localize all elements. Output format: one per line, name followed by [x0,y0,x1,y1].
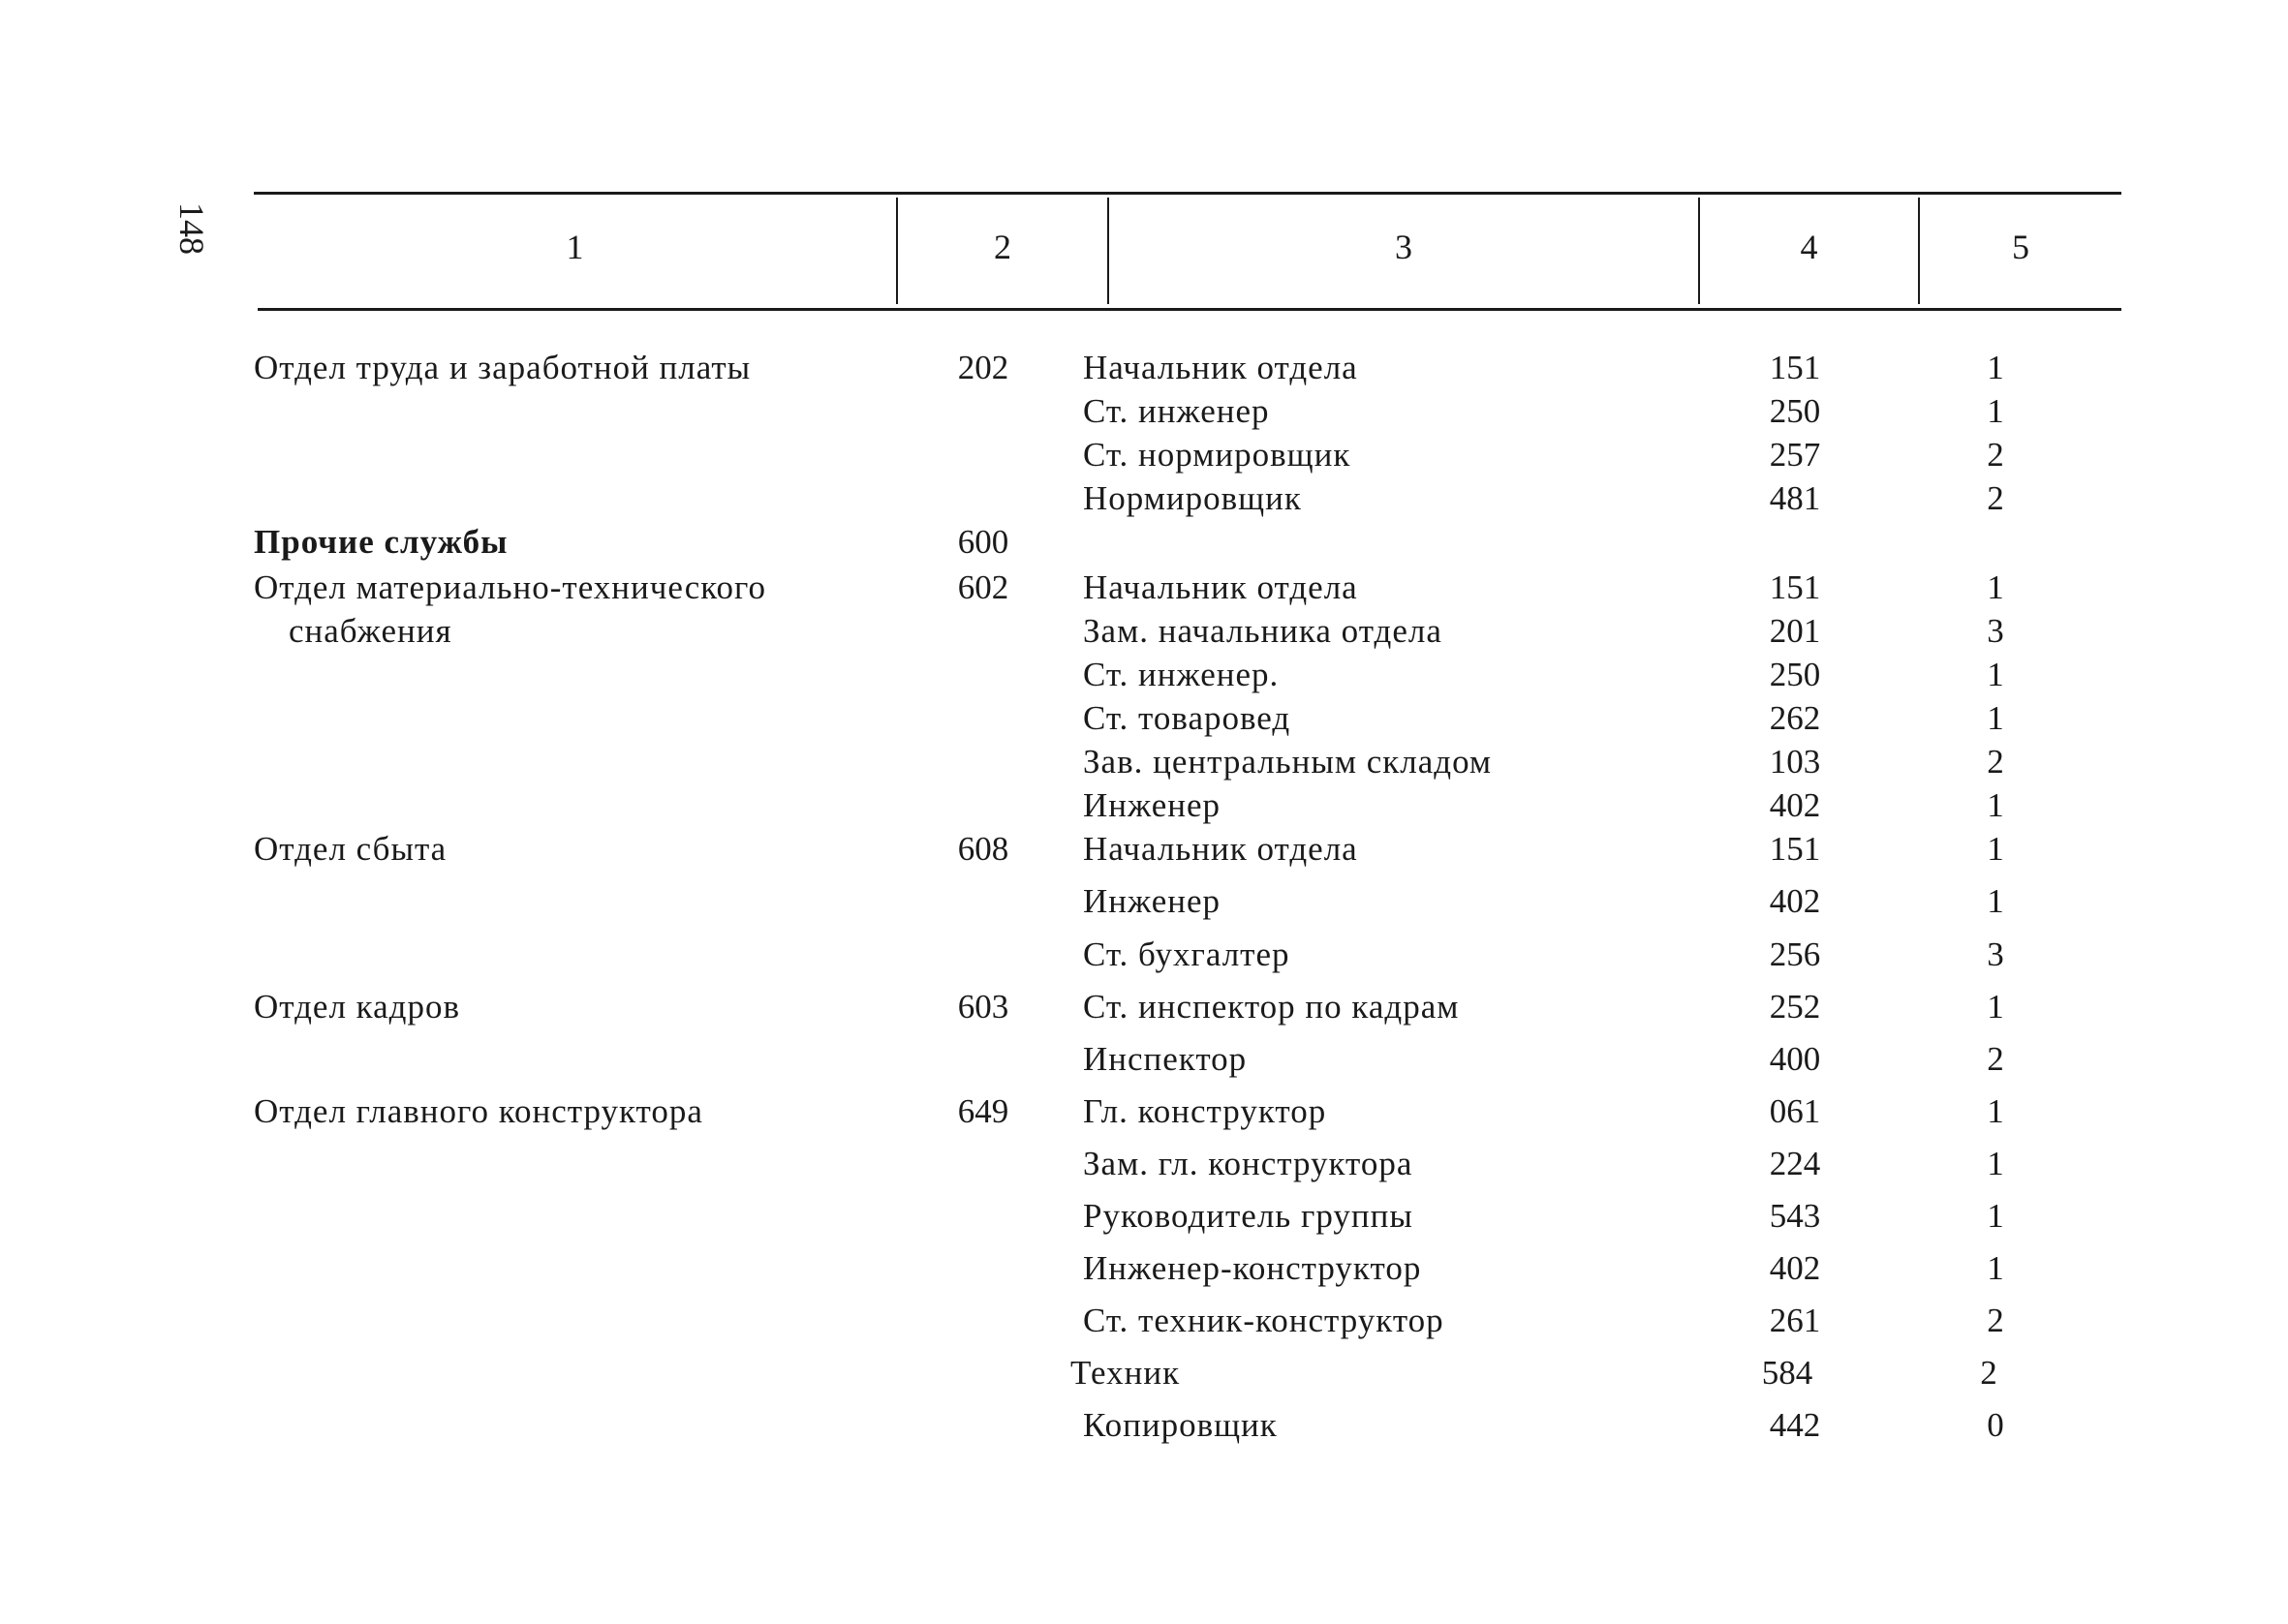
position-name: Гл. конструктор [1083,1092,1327,1130]
staff-count: 3 [1987,935,2004,973]
position-name: Начальник отдела [1083,568,1358,606]
table-header-bottom-rule [258,308,2121,311]
staff-count: 1 [1987,1249,2004,1287]
staff-count: 2 [1987,743,2004,781]
staff-count: 1 [1987,349,2004,386]
staff-count: 3 [1987,612,2004,650]
position-name: Ст. инспектор по кадрам [1083,988,1460,1026]
position-code: 442 [1769,1406,1821,1444]
department-name: Отдел кадров [254,988,461,1026]
column-header-1: 1 [566,228,584,266]
department-code: 608 [957,830,1009,868]
department-code: 603 [957,988,1009,1026]
staff-count: 1 [1987,1092,2004,1130]
department-name-continuation: снабжения [289,612,452,650]
position-code: 402 [1769,1249,1821,1287]
position-name: Техник [1070,1354,1181,1392]
position-code: 252 [1769,988,1821,1026]
staff-count: 0 [1987,1406,2004,1444]
staff-count: 2 [1987,1302,2004,1339]
staff-count: 2 [1980,1354,1997,1392]
department-code: 600 [957,523,1009,561]
position-name: Руководитель группы [1083,1197,1413,1235]
staff-count: 2 [1987,1040,2004,1078]
position-code: 400 [1769,1040,1821,1078]
staff-count: 1 [1987,392,2004,430]
position-name: Начальник отдела [1083,830,1358,868]
position-name: Ст. инженер. [1083,656,1280,693]
position-code: 224 [1769,1145,1821,1182]
position-code: 584 [1761,1354,1813,1392]
position-name: Инженер-конструктор [1083,1249,1422,1287]
position-code: 250 [1769,656,1821,693]
position-name: Ст. инженер [1083,392,1270,430]
position-code: 543 [1769,1197,1821,1235]
position-code: 151 [1769,568,1821,606]
department-code: 602 [957,568,1009,606]
staff-count: 1 [1987,699,2004,737]
position-name: Копировщик [1083,1406,1278,1444]
position-code: 250 [1769,392,1821,430]
column-header-5: 5 [2012,228,2029,266]
column-header-3: 3 [1395,228,1412,266]
position-code: 151 [1769,349,1821,386]
position-name: Зам. гл. конструктора [1083,1145,1413,1182]
staff-count: 1 [1987,830,2004,868]
position-name: Ст. нормировщик [1083,436,1351,474]
department-name: Отдел сбыта [254,830,448,868]
column-header-4: 4 [1800,228,1818,266]
position-name: Зам. начальника отдела [1083,612,1442,650]
department-code: 649 [957,1092,1009,1130]
staff-count: 1 [1987,988,2004,1026]
position-code: 151 [1769,830,1821,868]
staff-count: 2 [1987,479,2004,517]
staff-count: 1 [1987,1197,2004,1235]
department-group-name: Прочие службы [254,523,509,561]
page-number: 148 [172,202,211,255]
column-header-2: 2 [994,228,1011,266]
department-name: Отдел материально-технического [254,568,767,606]
position-name: Зав. центральным складом [1083,743,1493,781]
position-name: Ст. товаровед [1083,699,1291,737]
department-name: Отдел главного конструктора [254,1092,703,1130]
position-code: 402 [1769,882,1821,920]
staff-count: 1 [1987,786,2004,824]
position-code: 481 [1769,479,1821,517]
position-code: 061 [1769,1092,1821,1130]
position-name: Ст. техник-конструктор [1083,1302,1444,1339]
position-code: 261 [1769,1302,1821,1339]
staff-count: 2 [1987,436,2004,474]
staff-count: 1 [1987,882,2004,920]
staff-count: 1 [1987,568,2004,606]
position-code: 257 [1769,436,1821,474]
position-code: 262 [1769,699,1821,737]
position-name: Ст. бухгалтер [1083,935,1290,973]
department-code: 202 [957,349,1009,386]
position-code: 201 [1769,612,1821,650]
table-top-rule [254,192,2121,195]
position-name: Инженер [1083,882,1221,920]
position-name: Начальник отдела [1083,349,1358,386]
position-name: Инспектор [1083,1040,1248,1078]
position-code: 256 [1769,935,1821,973]
position-code: 103 [1769,743,1821,781]
position-name: Нормировщик [1083,479,1302,517]
department-name: Отдел труда и заработной платы [254,349,752,386]
position-name: Инженер [1083,786,1221,824]
staff-count: 1 [1987,1145,2004,1182]
staff-count: 1 [1987,656,2004,693]
position-code: 402 [1769,786,1821,824]
